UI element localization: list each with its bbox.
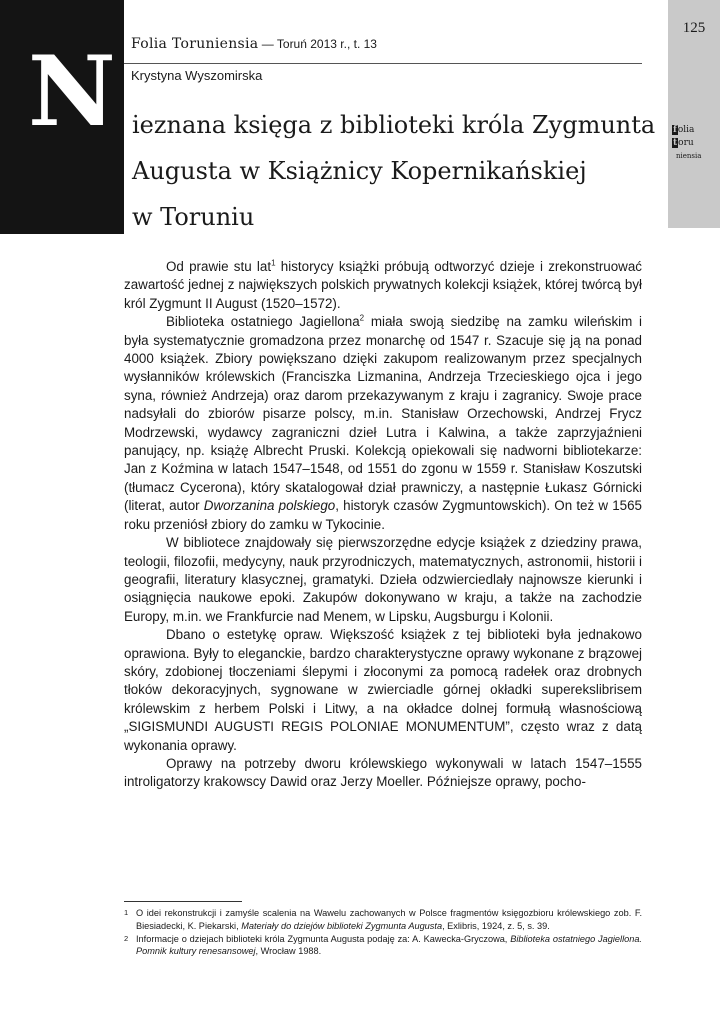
page-number: 125 — [682, 20, 706, 36]
journal-tab-logo — [672, 124, 718, 163]
title-line-3: w Toruniu — [132, 203, 255, 231]
paragraph-5: Oprawy na potrzeby dworu królewskiego wykonywali w latach 1547–1555 introligatorzy krakowscy Dawid oraz Jerzy Moeller. Późniejsze oprawy, pocho- — [124, 755, 642, 790]
paragraph-2 — [124, 313, 642, 534]
footnote-1-text-b: , Exlibris, 1924, z. 5, s. 39. — [442, 920, 550, 931]
footnote-1-text-a: O idei rekonstrukcji i zamyśle scalenia na Wawelu zachowanych w Polsce fragmentów księgozbioru królewskiego zob. F. Biesiadecki, K. Piekarski, — [136, 908, 642, 931]
footnote-2 — [124, 933, 642, 959]
footnote-number: 1 — [124, 908, 129, 917]
footnote-rule — [124, 901, 242, 902]
p2-italic-title: Dworzanina polskiego — [203, 498, 336, 514]
footnote-1-italic: Materiały do dziejów biblioteki Zygmunta Augusta — [241, 920, 443, 931]
footnote-1 — [124, 907, 642, 933]
article-body — [124, 258, 642, 792]
footnote-number: 2 — [124, 933, 129, 943]
header-rule — [124, 63, 642, 64]
paragraph-4: Dbano o estetykę opraw. Większość książek z tej biblioteki była jednakowo oprawiona. Były to eleganckie, bardzo charakterystyczne oprawy wykonane z brązowej skóry, zdobionej tłoczeniami ślepymi i złoconymi za pomocą radełek oraz drobnych tłoków dekoracyjnych, sygnowane w zwierciadle górnej okładki superekslibrisem królewskim z herbem Polski i Litwy, a na okładce dolnej formułą własnościową „SIGISMUNDI AUGUSTI REGIS POLONIAE MONUMENTUM”, często wraz z datą wykonania oprawy. — [124, 627, 642, 753]
tab-logo-initial-f: f — [673, 125, 677, 135]
title-line-2: Augusta w Książnicy Kopernikańskiej — [132, 157, 587, 185]
p1-text-a: Od prawie stu lat — [166, 259, 272, 274]
article-title — [124, 102, 664, 240]
dropcap-letter: N — [28, 35, 116, 148]
footnote-2-text-b: , Wrocław 1988. — [255, 946, 322, 957]
p2-text-b: miała swoją siedzibę na zamku wileńskim i była systematycznie gromadzona przez monarchę od 1547 r. Szacuje się ją na ponad 4000 książek. Zbiory powiększano dzięki zakupom realizowanym przez specjalnych wysłanników królewskich (Franciszka Lizmanina, Andrzeja Trzecieskiego ojca i jego syna, również Andrzeja) oraz darom przekazywanym z kraju i zagranicy. Swoje prace nadsyłali do zbiorów pisarze polscy, m.in. Stanisław Orzechowski, Andrzej Frycz Modrzewski, wydawcy zagraniczni dzieł Lutra i Kalwina, a także zaprzyjaźnieni panujący, np. książę Albrecht Pruski. Kolekcją opiekowali się nadworni bibliotekarze: Jan z Koźmina w latach 1547–1548, od 1551 do zgonu w 1559 r. Stanisław Koszutski (tłumacz Cycerona), który skatalogował dział prawniczy, a następnie Łukasz Górnicki (literat, autor — [124, 314, 643, 514]
journal-issue: Toruń 2013 r., t. 13 — [276, 37, 377, 51]
p1-text-b: historycy książki próbują odtworzyć dzieje i zrekonstruować zawartość jednej z największych polskich prywatnych kolekcji książek, której twórcą był król Zygmunt II August (1520–1572). — [124, 259, 642, 311]
p2-text-a: Biblioteka ostatniego Jagiellona — [166, 314, 360, 330]
footnotes — [124, 907, 642, 958]
footnote-ref-1: 1 — [271, 258, 276, 268]
tab-logo-line-2: oru — [678, 138, 694, 148]
tab-logo-line-1: olia — [677, 125, 695, 135]
footnote-2-text-a: Informacje o dziejach biblioteki króla Zygmunta Augusta podaję za: A. Kawecka-Gryczowa, — [136, 933, 511, 944]
journal-name: Folia Toruniensia — [131, 36, 259, 52]
tab-logo-line-3: niensia — [676, 152, 702, 160]
footnote-ref-2: 2 — [359, 313, 365, 323]
title-line-1: ieznana księga z biblioteki króla Zygmunta — [132, 111, 656, 139]
running-head-dash: — — [258, 37, 277, 51]
article-author: Krystyna Wyszomirska — [131, 68, 263, 83]
tab-logo-initial-t: t — [673, 138, 678, 148]
paragraph-1 — [124, 258, 642, 313]
running-head — [131, 36, 377, 52]
paragraph-3: W bibliotece znajdowały się pierwszorzędne edycje książek z dziedziny prawa, teologii, filozofii, medycyny, nauk przyrodniczych, matematycznych, astronomii, historii i geografii, literatury klasycznej, gramatyki. Dzieła odzwierciedlały najnowsze kierunki i osiągnięcia naukowe epoki. Zakupów dokonywano w kraju, a także na zachodzie Europy, m.in. we Frankfurcie nad Menem, w Lipsku, Augsburgu i Kolonii. — [124, 535, 642, 624]
p2-text-c: , historyk czasów Zygmuntowskich). On też w 1565 roku przeniósł zbiory do zamku w Tykocinie. — [124, 498, 642, 532]
footnote-2-italic: Biblioteka ostatniego Jagiellona. Pomnik kultury renesansowej — [136, 933, 642, 957]
